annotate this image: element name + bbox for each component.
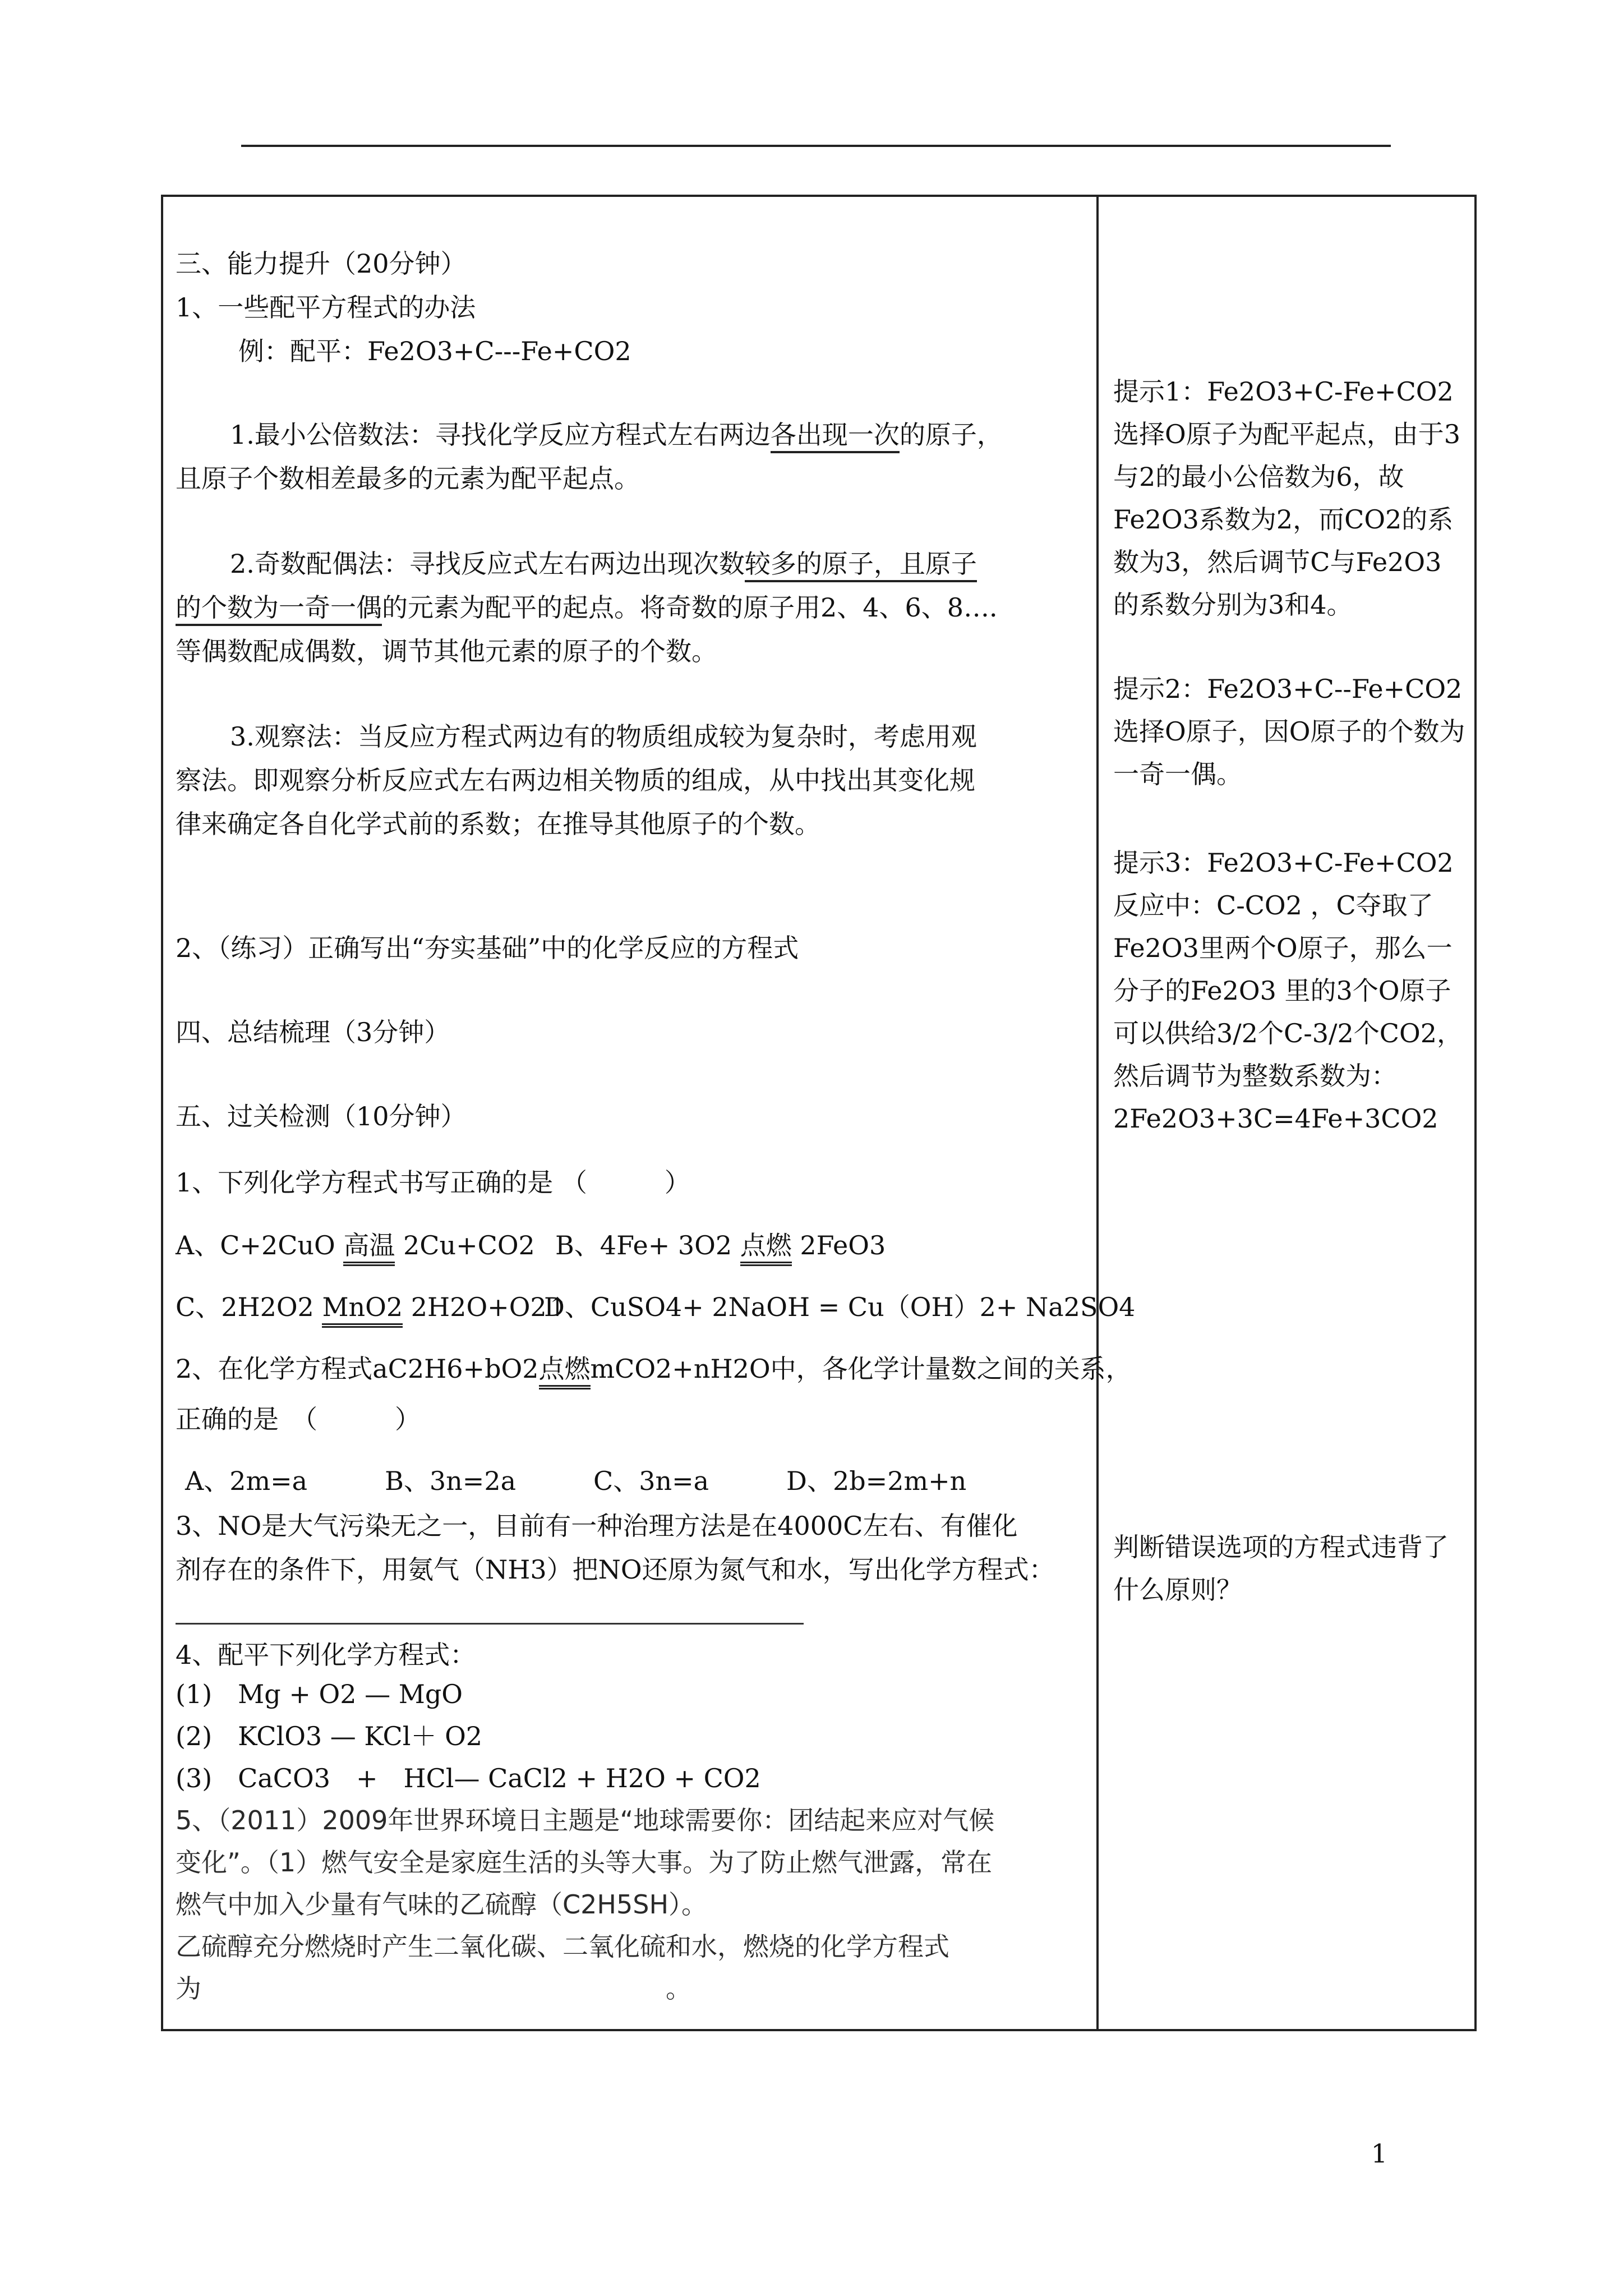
section4-title: 四、总结梳理（3分钟） xyxy=(176,1017,450,1047)
q2-options: A、2m=a B、3n=2a C、3n=a D、2b=2m+n xyxy=(185,1466,967,1496)
q3-line1: 3、NO是大气污染无之一，目前有一种治理方法是在4000C左右、有催化 xyxy=(176,1511,1018,1541)
method2-line2: 的个数为一奇一偶的元素为配平的起点。将奇数的原子用2、4、6、8…． xyxy=(176,591,1015,624)
q1-option-c: C、2H2O2 MnO2 2H2O+O2↑ xyxy=(176,1290,568,1324)
q1-option-d: D、CuSO4+ 2NaOH = Cu（OH）2+ Na2SO4 xyxy=(544,1292,1136,1322)
q4-eq2: (2) KClO3 — KCl＋ O2 xyxy=(176,1721,483,1751)
item1-title: 1、一些配平方程式的办法 xyxy=(176,292,476,323)
q3-line2: 剂存在的条件下，用氨气（NH3）把NO还原为氮气和水，写出化学方程式： xyxy=(176,1554,1055,1585)
column-divider xyxy=(1096,195,1099,2031)
hint-1: 提示1：Fe2O3+C-Fe+CO2 选择O原子为配平起点，由于3与2的最小公倍数为6，故Fe2O3系数为2，而CO2的系数为3，然后调节C与Fe2O3的系数分别为3和4。 xyxy=(1113,376,1460,620)
q1-option-b: B、4Fe+ 3O2 点燃 2FeO3 xyxy=(555,1228,886,1262)
q4-title: 4、配平下列化学方程式： xyxy=(176,1640,476,1670)
q4-eq3: (3) CaCO3 + HCl— CaCl2 + H2O + CO2 xyxy=(176,1763,761,1793)
header-rule xyxy=(241,145,1391,147)
q5-line5: 为 。 xyxy=(176,1973,691,2004)
q2-line2: 正确的是 （ ） xyxy=(176,1404,421,1434)
method3-line3: 律来确定各自化学式前的系数；在推导其他原子的个数。 xyxy=(176,809,820,839)
q5-line2: 变化”。（1）燃气安全是家庭生活的头等大事。为了防止燃气泄露，常在 xyxy=(176,1847,993,1878)
page-number: 1 xyxy=(1371,2138,1387,2169)
q5-line1: 5、（2011）2009年世界环境日主题是“地球需要你：团结起来应对气候 xyxy=(176,1805,995,1835)
section5-title: 五、过关检测（10分钟） xyxy=(176,1101,467,1131)
method2-line1: 2.奇数配偶法：寻找反应式左右两边出现次数较多的原子，且原子 xyxy=(230,547,977,581)
q5-line3: 燃气中加入少量有气味的乙硫醇（C2H5SH）。 xyxy=(176,1889,708,1920)
method3-line2: 察法。即观察分析反应式左右两边相关物质的组成，从中找出其变化规 xyxy=(176,765,975,795)
item2-practice: 2、（练习）正确写出“夯实基础”中的化学反应的方程式 xyxy=(176,933,799,963)
example-line: 例：配平：Fe2O3+C---Fe+CO2 xyxy=(238,336,631,366)
side-note: 判断错误选项的方程式违背了什么原则？ xyxy=(1113,1532,1449,1605)
q5-line4: 乙硫醇充分燃烧时产生二氧化碳、二氧化硫和水，燃烧的化学方程式 xyxy=(176,1931,949,1962)
section3-title: 三、能力提升（20分钟） xyxy=(176,249,467,279)
q2-line1: 2、在化学方程式aC2H6+bO2点燃mCO2+nH2O中，各化学计量数之间的关系， xyxy=(176,1352,1132,1386)
method1-line1: 1.最小公倍数法：寻找化学反应方程式左右两边各出现一次的原子， xyxy=(230,418,1003,452)
hint-3: 提示3：Fe2O3+C-Fe+CO2 反应中：C-CO2 ，C夺取了Fe2O3里两个O原子，那么一分子的Fe2O3 里的3个O原子可以供给3/2个C-3/2个CO2，然后调节为整数系数为：2Fe2O3+3C=4Fe+3CO2 xyxy=(1113,848,1463,1134)
method2-line3: 等偶数配成偶数，调节其他元素的原子的个数。 xyxy=(176,636,717,666)
q4-eq1: (1) Mg + O2 — MgO xyxy=(176,1679,463,1709)
q3-answer-blank xyxy=(176,1599,804,1632)
method1-line2: 且原子个数相差最多的元素为配平起点。 xyxy=(176,463,640,494)
q1-option-a: A、C+2CuO 高温 2Cu+CO2 xyxy=(176,1228,535,1262)
method3-line1: 3.观察法：当反应方程式两边有的物质组成较为复杂时，考虑用观 xyxy=(230,721,977,752)
q1-stem: 1、下列化学方程式书写正确的是 （ ） xyxy=(176,1167,690,1198)
hint-2: 提示2：Fe2O3+C--Fe+CO2 选择O原子，因O原子的个数为一奇一偶。 xyxy=(1113,674,1465,789)
